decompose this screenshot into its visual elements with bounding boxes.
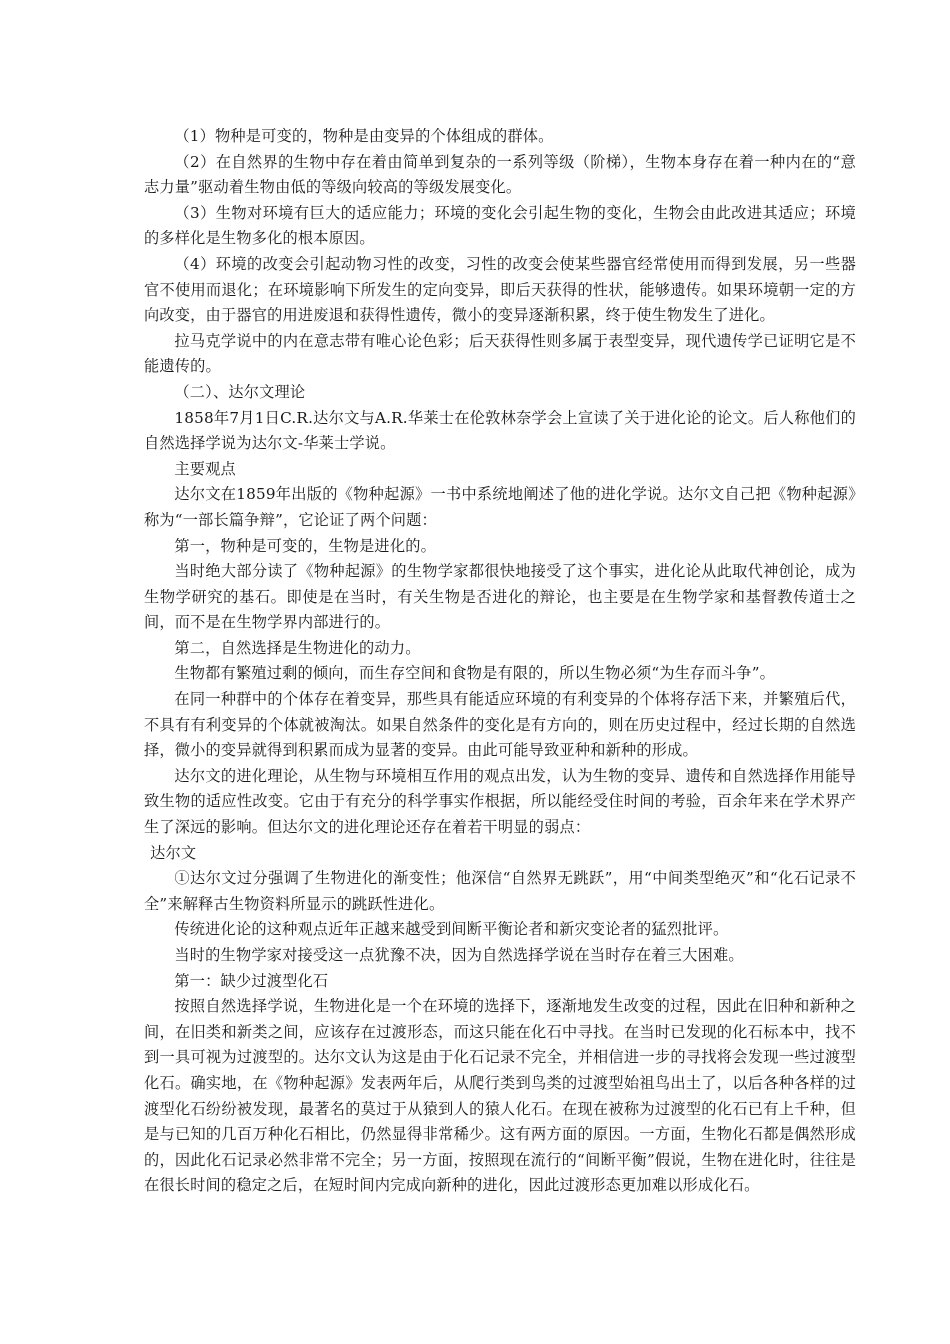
paragraph-weakness-1: ①达尔文过分强调了生物进化的渐变性；他深信“自然界无跳跃”，用“中间类型绝灭”和“化石记录不全”来解释古生物资料所显示的跳跃性进化。 [144, 869, 856, 913]
paragraph-variation: 在同一种群中的个体存在着变异，那些具有能适应环境的有利变异的个体将存活下来，并繁殖后代，不具有有利变异的个体就被淘汰。如果自然条件的变化是有方向的，则在历史过程中，经过长期的自然选择，微小的变异就得到积累而成为显著的变异。由此可能导致亚种和新种的形成。 [144, 690, 856, 760]
paragraph-criticism: 传统进化论的这种观点近年正越来越受到间断平衡论者和新灾变论者的猛烈批评。 [174, 920, 729, 939]
paragraph-transitional-fossils: 按照自然选择学说，生物进化是一个在环境的选择下，逐渐地发生改变的过程，因此在旧种和新种之间，在旧类和新类之间，应该存在过渡形态，而这只能在化石中寻找。在当时已发现的化石标本中，找不到一具可视为过渡型的。达尔文认为这是由于化石记录不完全，并相信进一步的寻找将会发现一些过渡型化石。确实地，在《物种起源》发表两年后，从爬行类到鸟类的过渡型始祖鸟出土了，以后各种各样的过渡型化石纷纷被发现，最著名的莫过于从猿到人的猿人化石。在现在被称为过渡型的化石已有上千种，但是与已知的几百万种化石相比，仍然显得非常稀少。这有两方面的原因。一方面，生物化石都是偶然形成的，因此化石记录必然非常不完全；另一方面，按照现在流行的“间断平衡”假说，生物在进化时，往往是在很长时间的稳定之后，在短时间内完成向新种的进化，因此过渡形态更加难以形成化石。 [144, 997, 856, 1195]
paragraph-origin-of-species: 达尔文在1859年出版的《物种起源》一书中系统地阐述了他的进化学说。达尔文自己把《物种起源》称为“一部长篇争辩”，它论证了两个问题： [144, 485, 856, 529]
paragraph-first-point: 第一，物种是可变的，生物是进化的。 [174, 536, 436, 555]
paragraph-lamarck-point-3: （3）生物对环境有巨大的适应能力；环境的变化会引起生物的变化，生物会由此改进其适应；环境的多样化是生物多化的根本原因。 [144, 203, 856, 248]
paragraph-darwin-theory-summary: 达尔文的进化理论，从生物与环境相互作用的观点出发，认为生物的变异、遗传和自然选择作用能导致生物的适应性改变。它由于有充分的科学事实作根据，所以能经受住时间的考验，百余年来在学术界产生了深远的影响。但达尔文的进化理论还存在着若干明显的弱点： [144, 766, 856, 837]
section-heading-darwin: （二）、达尔文理论 [174, 382, 306, 401]
paragraph-darwin-wallace: 1858年7月1日C.R.达尔文与A.R.华莱士在伦敦林奈学会上宣读了关于进化论的论文。后人称他们的自然选择学说为达尔文-华莱士学说。 [144, 408, 856, 453]
paragraph-lamarck-critique: 拉马克学说中的内在意志带有唯心论色彩；后天获得性则多属于表型变异，现代遗传学已证明它是不能遗传的。 [144, 331, 856, 376]
document-page [144, 124, 856, 1199]
label-darwin: 达尔文 [150, 843, 197, 862]
paragraph-lamarck-point-4: （4）环境的改变会引起动物习性的改变，习性的改变会使某些器官经常使用而得到发展，另一些器官不使用而退化；在环境影响下所发生的定向变异，即后天获得的性状，能够遗传。如果环境朝一定的方向改变，由于器官的用进废退和获得性遗传，微小的变异逐渐积累，终于使生物发生了进化。 [144, 254, 856, 325]
subheading-main-views: 主要观点 [174, 459, 236, 478]
paragraph-first-point-detail: 当时绝大部分读了《物种起源》的生物学家都很快地接受了这个事实，进化论从此取代神创论，成为生物学研究的基石。即使是在当时，有关生物是否进化的辩论，也主要是在生物学家和基督教传道士之间，而不是在生物学界内部进行的。 [144, 562, 856, 632]
paragraph-lamarck-point-2: （2）在自然界的生物中存在着由简单到复杂的一系列等级（阶梯），生物本身存在着一种内在的“意志力量”驱动着生物由低的等级向较高的等级发展变化。 [144, 152, 856, 197]
paragraph-lamarck-point-1: （1）物种是可变的，物种是由变异的个体组成的群体。 [174, 127, 554, 145]
paragraph-three-difficulties: 当时的生物学家对接受这一点犹豫不决，因为自然选择学说在当时存在着三大困难。 [174, 946, 744, 964]
subheading-transitional-fossils: 第一：缺少过渡型化石 [174, 971, 329, 990]
paragraph-second-point: 第二，自然选择是生物进化的动力。 [174, 638, 421, 657]
paragraph-struggle: 生物都有繁殖过剩的倾向，而生存空间和食物是有限的，所以生物必须“为生存而斗争”。 [174, 664, 776, 683]
